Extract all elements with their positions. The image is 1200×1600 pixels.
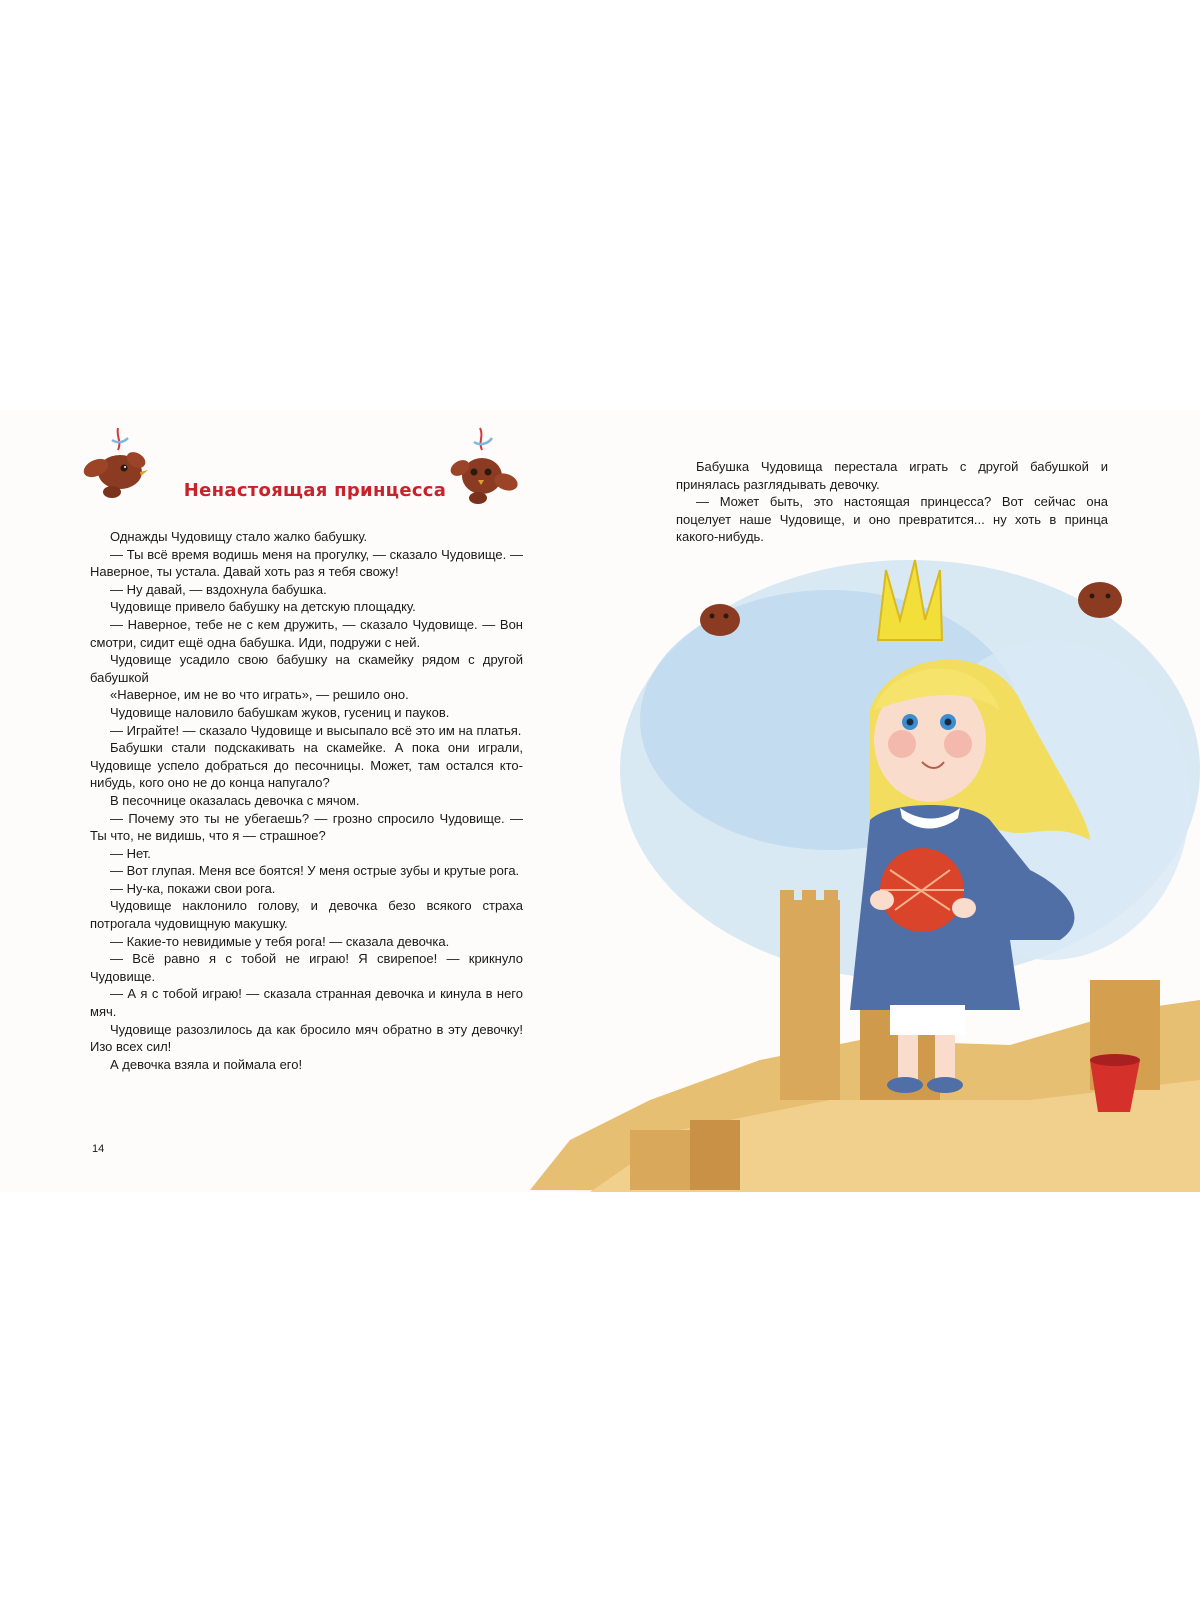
right-text-column	[676, 458, 1108, 546]
paragraph: — Ты всё время водишь меня на прогулку, — сказало Чудовище. — Наверное, ты устала. Давай хоть раз я тебя свожу!	[90, 546, 523, 580]
girl-with-ball-illustration	[530, 540, 1200, 1192]
paragraph: Чудовище усадило свою бабушку на скамейку рядом с другой бабушкой	[90, 652, 523, 685]
paragraph: В песочнице оказалась девочка с мячом.	[110, 792, 360, 808]
bird-left-icon	[78, 420, 158, 505]
paragraph: Чудовище привело бабушку на детскую площадку.	[110, 599, 416, 615]
paragraph: — Почему это ты не убегаешь? — грозно спросило Чудовище. — Ты что, не видишь, что я — страшное?	[90, 810, 523, 844]
paragraph: Чудовище разозлилось да как бросило мяч обратно в эту девочку! Изо всех сил!	[90, 1021, 523, 1055]
paragraph: — Нет.	[110, 845, 151, 861]
paragraph: — Наверное, тебе не с кем дружить, — сказало Чудовище. — Вон смотри, сидит ещё одна бабушка. Иди, подружи с ней.	[90, 616, 523, 650]
paragraph: Однажды Чудовищу стало жалко бабушку.	[110, 529, 368, 544]
paragraph: Бабушка Чудовища перестала играть с другой бабушкой и принялась разглядывать девочку.	[676, 459, 1108, 492]
left-page	[0, 410, 600, 1192]
paragraph: А девочка взяла и поймала его!	[110, 1056, 303, 1072]
right-page	[600, 410, 1200, 1192]
page-number: 14	[92, 1143, 105, 1155]
paragraph: «Наверное, им не во что играть», — решило оно.	[110, 687, 409, 703]
paragraph: Чудовище наклонило голову, и девочка безо всякого страха потрогала чудовищную макушку.	[90, 898, 523, 932]
paragraph: Бабушки стали подскакивать на скамейке. А пока они играли, Чудовище успело добраться до песочницы. Может, там остался кто-нибудь, кого оно не до конца напугало?	[90, 740, 523, 791]
paragraph: — Какие-то невидимые у тебя рога! — сказала девочка.	[110, 933, 450, 949]
paragraph: — Может быть, это настоящая принцесса? Вот сейчас она поцелует наше Чудовище, и оно превратится... ну хоть в принца какого-нибудь.	[676, 494, 1108, 545]
paragraph: — Ну-ка, покажи свои рога.	[110, 880, 276, 896]
paragraph: — Всё равно я с тобой не играю! Я свирепое! — крикнуло Чудовище.	[90, 951, 523, 984]
paragraph: — Вот глупая. Меня все боятся! У меня острые зубы и крутые рога.	[110, 863, 520, 879]
paragraph: — Ну давай, — вздохнула бабушка.	[110, 581, 327, 597]
book-spread	[0, 410, 1200, 1192]
chapter-title: Ненастоящая принцесса	[183, 480, 447, 501]
paragraph: — Играйте! — сказало Чудовище и высыпало всё это им на платья.	[110, 722, 522, 738]
paragraph: Чудовище наловило бабушкам жуков, гусениц и пауков.	[110, 704, 450, 720]
bird-right-icon	[448, 424, 523, 509]
left-text-column	[90, 528, 523, 1073]
paragraph: — А я с тобой играю! — сказала странная девочка и кинула в него мяч.	[90, 986, 523, 1020]
